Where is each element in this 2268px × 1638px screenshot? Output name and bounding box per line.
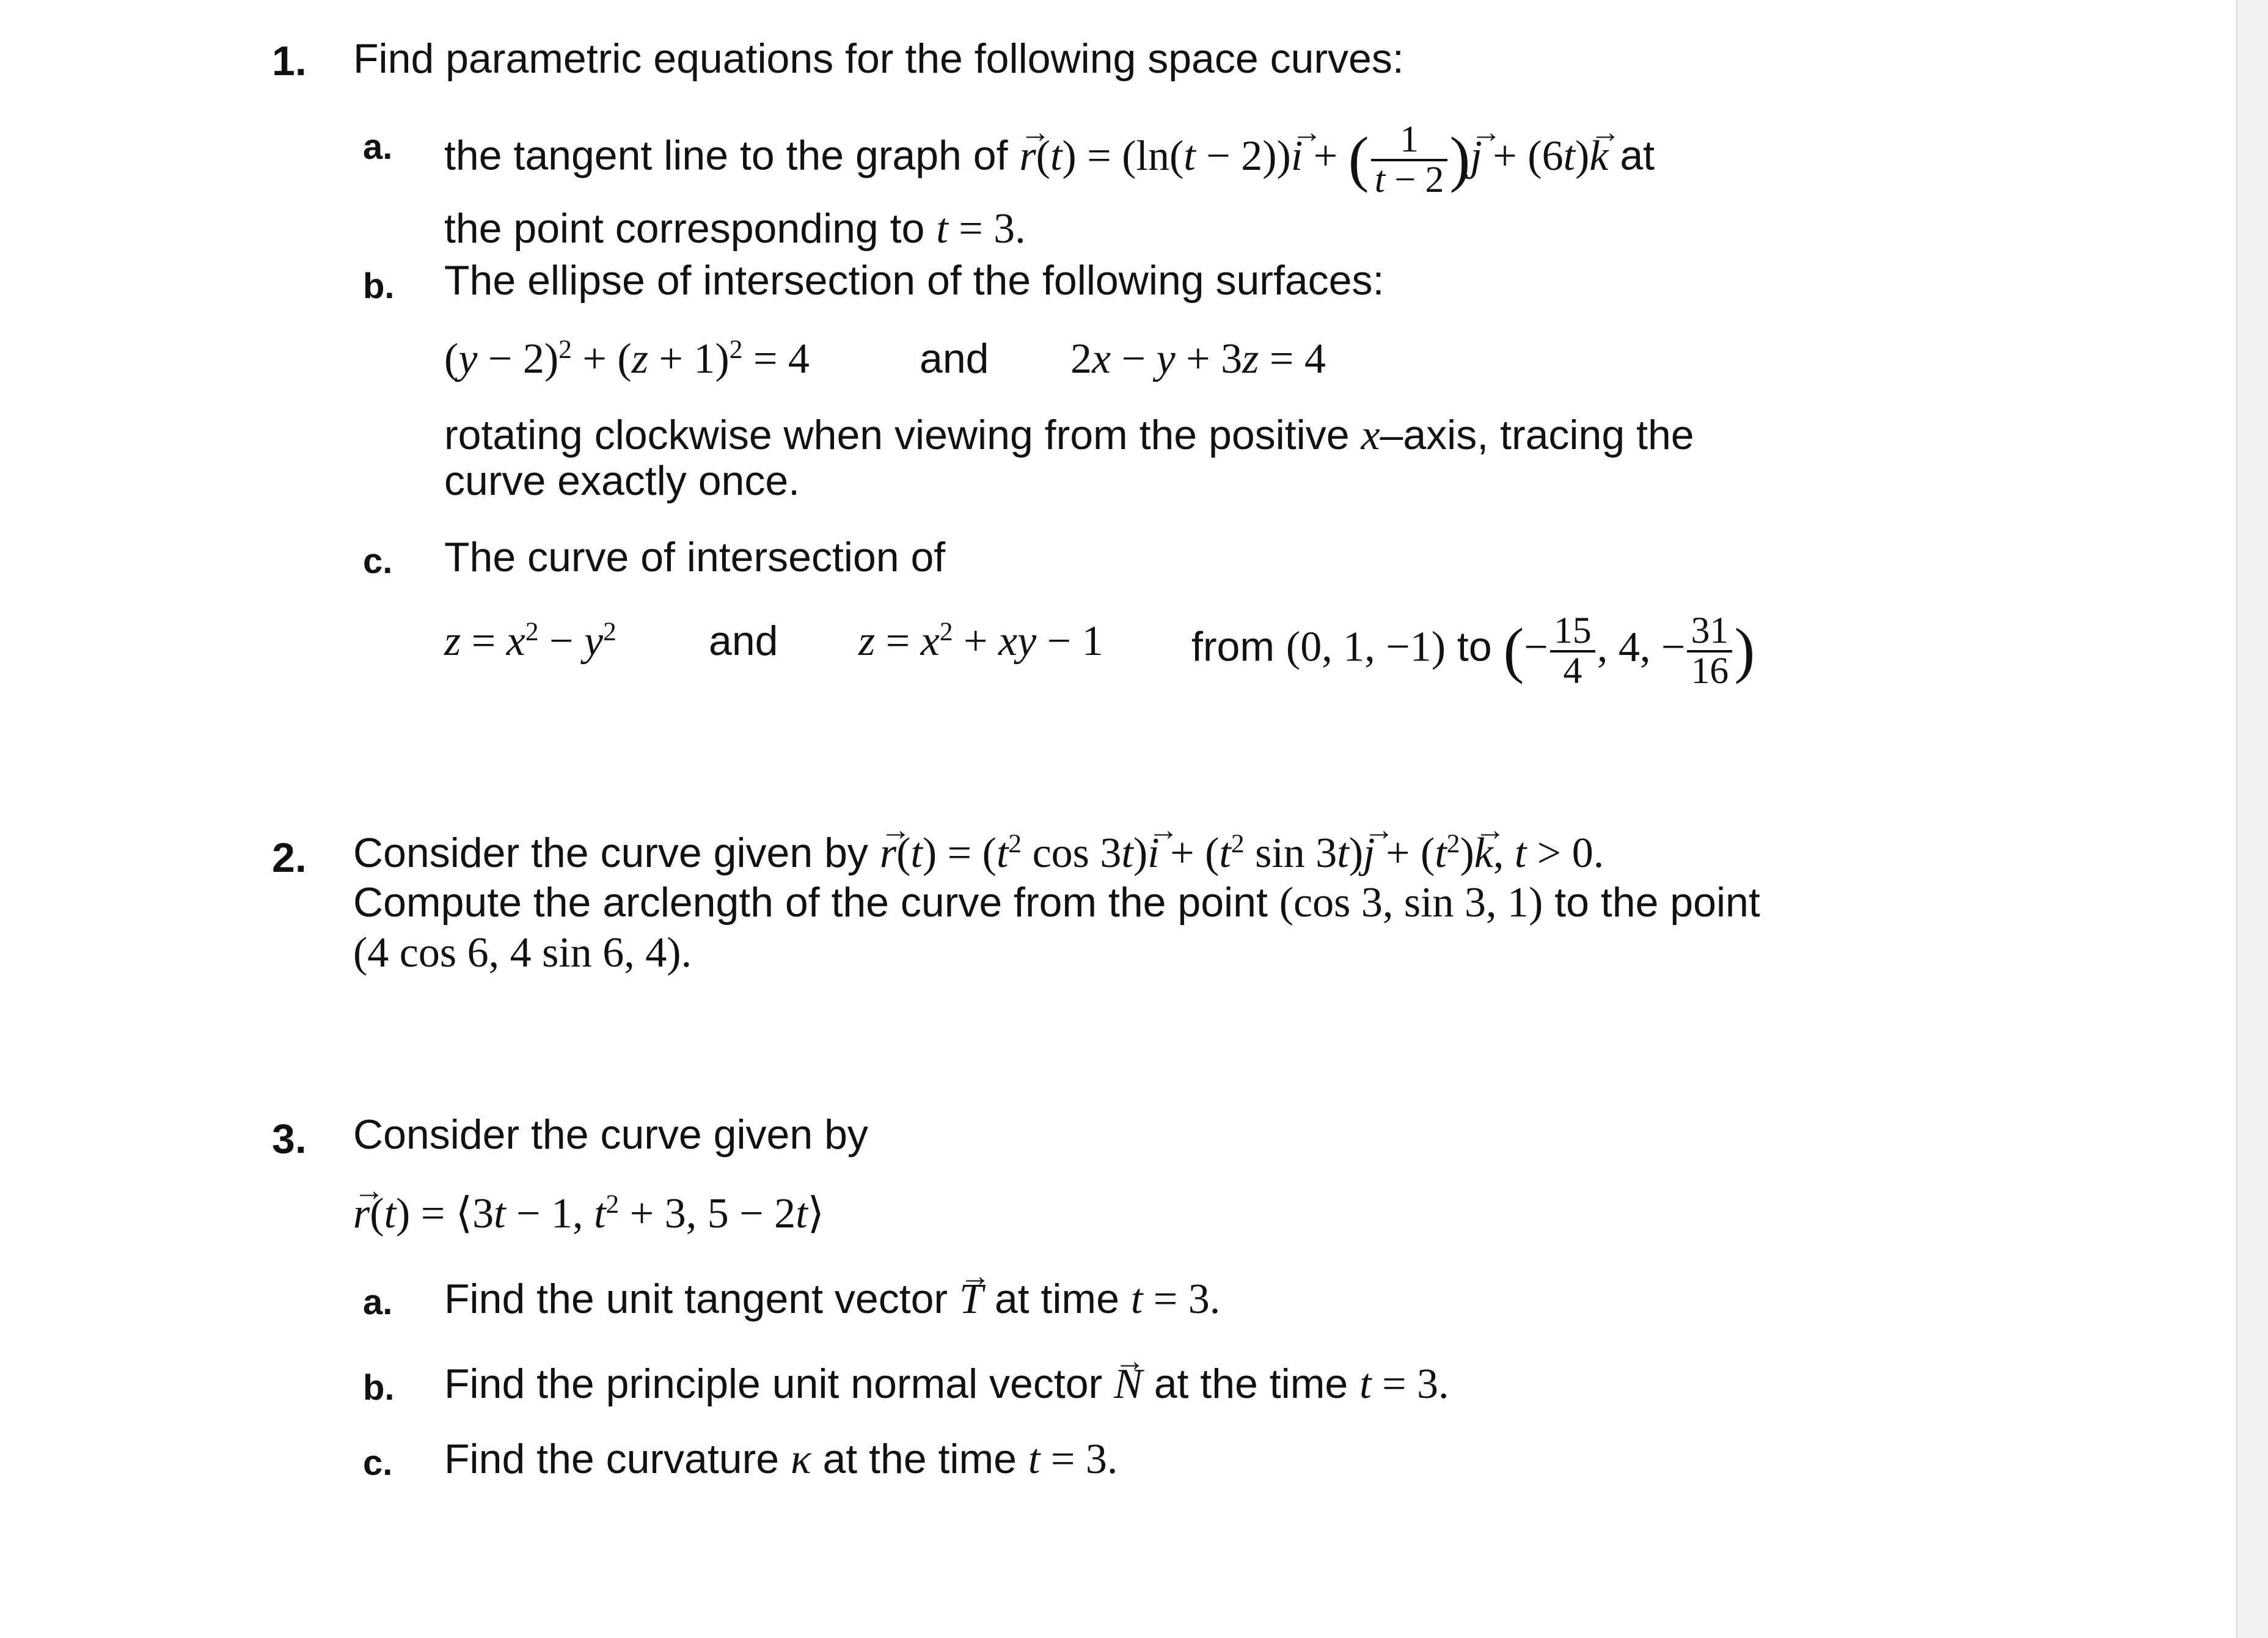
problem-3-number: 3. (272, 1116, 307, 1162)
problem-3a-at-time: at time (994, 1276, 1119, 1322)
problem-1a-label: a. (363, 127, 393, 167)
problem-1c-label: c. (363, 541, 393, 581)
problem-1b-rotating-line (444, 414, 1694, 457)
problem-1c-endpoints (1191, 612, 1755, 690)
problem-1b-axis-var: x (1361, 412, 1380, 459)
problem-3a-time-value: t = 3. (1130, 1276, 1221, 1323)
problem-1c-surface-1: $z = x^2 - y^2$ (444, 617, 616, 665)
problem-3a-line (444, 1278, 1220, 1321)
problem-1c-end-point: (− $\frac{15}{4}$ , 4, − $\frac{31}{16}$ ) (1503, 610, 1755, 692)
problem-3-vector-function: → r(t) = ⟨3t − 1, $t^2 + 3$, 5 − 2t⟩ (353, 1193, 824, 1235)
problem-3b-at-time: at the time (1154, 1361, 1348, 1407)
problem-2-vector-function: → $r(t) = (t^2$ $\cos 3t)\to i + (t^2$ $\sin 3t)\to j + (t^2)\to k$, t > 0. (880, 830, 1604, 877)
problem-3-prompt: Consider the curve given by (353, 1111, 868, 1158)
problem-1a-text: the tangent line to the graph of (444, 132, 1008, 179)
problem-3b-time-value: t = 3. (1359, 1361, 1449, 1408)
problem-3c-label: c. (363, 1443, 393, 1483)
problem-3c-time-value: t = 3. (1028, 1436, 1118, 1483)
problem-1c-text: The curve of intersection of (444, 534, 946, 580)
problem-1b-label: b. (363, 266, 395, 306)
problem-1a-time-value: t = 3. (936, 205, 1026, 252)
vertical-scrollbar[interactable] (2236, 0, 2268, 1638)
problem-3a-label: a. (363, 1282, 393, 1322)
problem-3b-line (444, 1363, 1449, 1406)
problem-2-start-point: (cos 3, sin 3, 1) (1279, 879, 1543, 926)
problem-2-line1 (353, 829, 1604, 877)
problem-3c-line (444, 1438, 1118, 1481)
problem-2-line2 (353, 879, 1760, 926)
problem-1a-line1 (444, 121, 1655, 199)
problem-1a-line2-text: the point corresponding to (444, 205, 925, 252)
problem-3b-normal-symbol: → N (1114, 1361, 1143, 1408)
problem-3c-text: Find the curvature (444, 1436, 780, 1482)
problem-1c-surface-2: $z = x^2$ + xy − 1 (858, 617, 1103, 665)
problem-1c-from: from (1191, 623, 1275, 670)
problem-1c-start-point: (0, 1, −1) (1286, 623, 1446, 671)
problem-1a-vector-function: → r(t) = (ln(t − 2))→ i + ( $\frac{1}{t - 2}$ )→ j + (6t)→ k (1019, 133, 1608, 180)
problem-1b-text: The ellipse of intersection of the following surfaces: (444, 257, 1385, 304)
problem-1b-axis-tail: –axis, tracing the (1380, 412, 1694, 458)
problem-1b-line-exactly-once: curve exactly once. (444, 458, 800, 504)
problem-1b-surface-2: 2x − y + 3z = 4 (1070, 335, 1326, 382)
problem-1a-line2 (444, 205, 1026, 252)
problem-1-number: 1. (272, 38, 307, 84)
problem-2-number: 2. (272, 835, 307, 881)
problem-3b-text: Find the principle unit normal vector (444, 1361, 1103, 1407)
problem-1c-to: to (1457, 623, 1492, 670)
problem-1b-surface-1: $(y - 2)^2 + (z + 1)^2 = 4$ (444, 335, 810, 382)
problem-2-line2-text: Compute the arclength of the curve from the point (353, 879, 1268, 926)
problem-1-prompt: Find parametric equations for the following space curves: (353, 35, 1404, 82)
problem-2-to-point: to the point (1554, 879, 1760, 926)
problem-3b-label: b. (363, 1368, 395, 1408)
problem-2-end-point: (4 cos 6, 4 sin 6, 4). (353, 929, 692, 976)
problem-3c-kappa-symbol: κ (790, 1436, 811, 1483)
problem-2-line1-text: Consider the curve given by (353, 830, 868, 876)
problem-1c-and: and (709, 618, 778, 664)
problem-1b-rotating-text: rotating clockwise when viewing from the positive (444, 412, 1350, 458)
problem-3a-text: Find the unit tangent vector (444, 1276, 948, 1322)
problem-1a-at: at (1620, 132, 1655, 179)
problem-3a-tangent-symbol: → T (959, 1276, 983, 1323)
problem-3c-at-time: at the time (822, 1436, 1017, 1482)
problem-1b-and: and (920, 335, 989, 382)
